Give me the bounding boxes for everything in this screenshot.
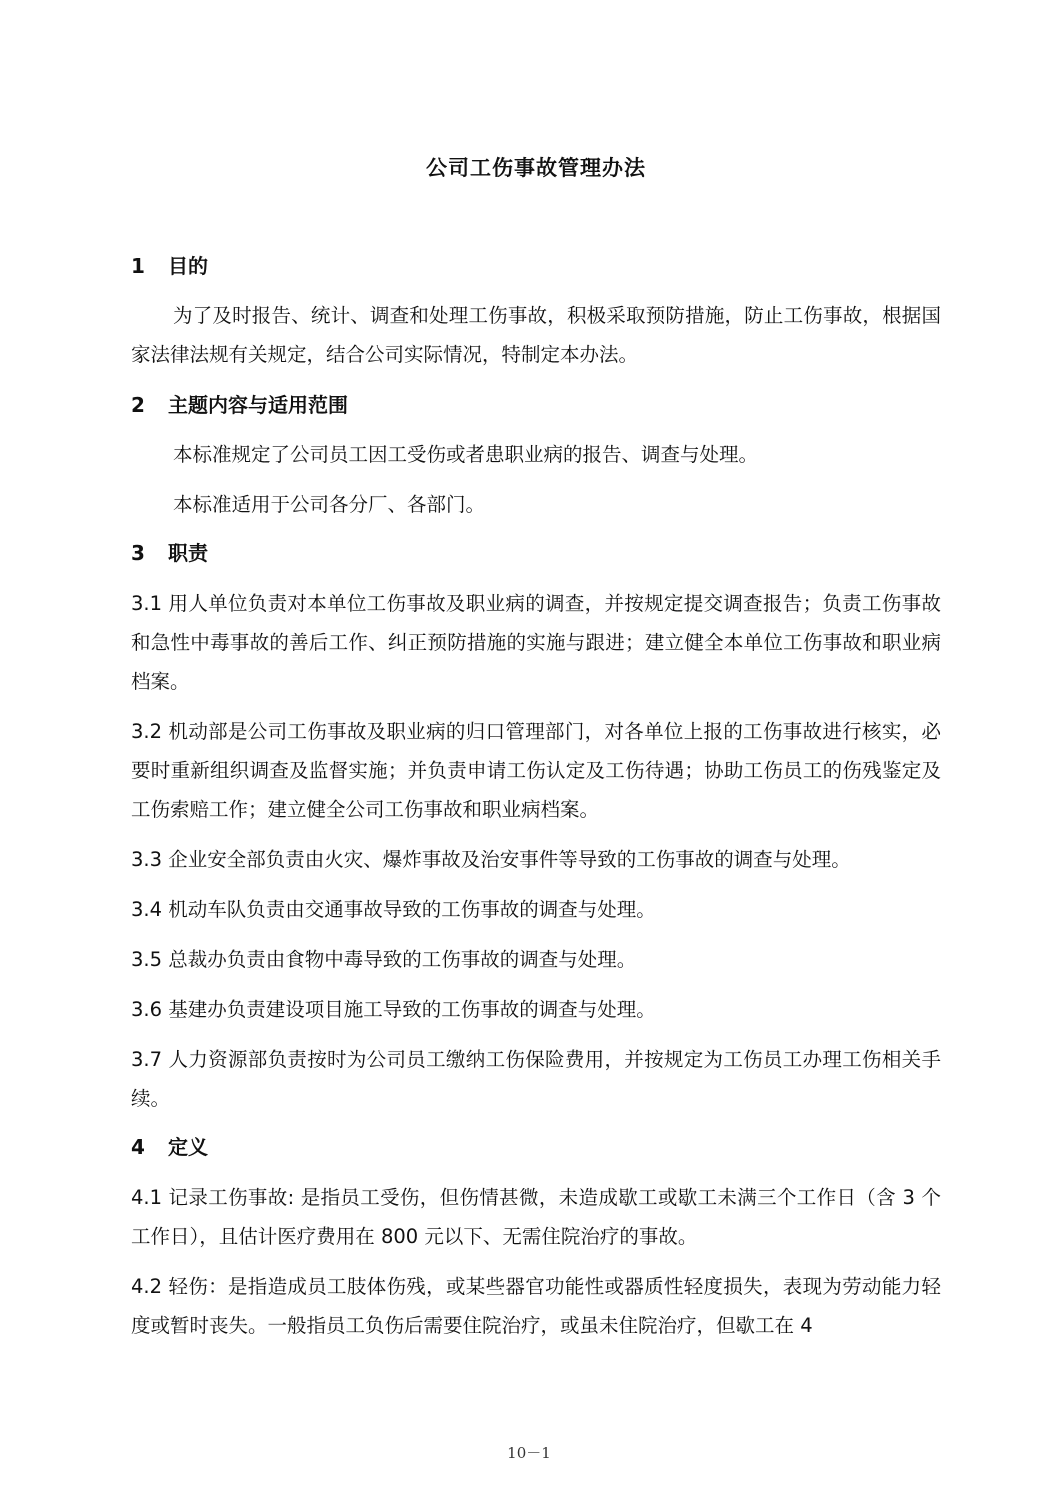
paragraph: 为了及时报告、统计、调查和处理工伤事故，积极采取预防措施，防止工伤事故，根据国家法律法规有关规定，结合公司实际情况，特制定本办法。	[131, 304, 941, 366]
section-title: 主题内容与适用范围	[168, 393, 348, 417]
section-heading-1	[131, 252, 941, 280]
section-title: 定义	[168, 1135, 208, 1159]
section-title: 职责	[168, 541, 208, 565]
paragraph: 3.6 基建办负责建设项目施工导致的工伤事故的调查与处理。	[131, 998, 656, 1021]
document-title: 公司工伤事故管理办法	[426, 156, 646, 180]
paragraph: 3.2 机动部是公司工伤事故及职业病的归口管理部门，对各单位上报的工伤事故进行核实，必要时重新组织调查及监督实施；并负责申请工伤认定及工伤待遇；协助工伤员工的伤残鉴定及工伤索赔工作；建立健全公司工伤事故和职业病档案。	[131, 720, 941, 821]
paragraph: 3.3 企业安全部负责由火灾、爆炸事故及治安事件等导致的工伤事故的调查与处理。	[131, 848, 851, 871]
section-heading-4	[131, 1133, 941, 1161]
paragraph: 4.2 轻伤：是指造成员工肢体伤残，或某些器官功能性或器质性轻度损失，表现为劳动能力轻度或暂时丧失。一般指员工负伤后需要住院治疗，或虽未住院治疗，但歇工在 4	[131, 1275, 941, 1337]
paragraph: 3.1 用人单位负责对本单位工伤事故及职业病的调查，并按规定提交调查报告；负责工伤事故和急性中毒事故的善后工作、纠正预防措施的实施与跟进；建立健全本单位工伤事故和职业病档案。	[131, 592, 941, 693]
section-heading-3	[131, 539, 941, 567]
section-number: 3	[131, 541, 145, 565]
page-number: 10－1	[507, 1444, 551, 1462]
paragraph: 本标准规定了公司员工因工受伤或者患职业病的报告、调查与处理。	[173, 443, 759, 466]
paragraph: 4.1 记录工伤事故: 是指员工受伤，但伤情甚微，未造成歇工或歇工未满三个工作日（含 3 个工作日），且估计医疗费用在 800 元以下、无需住院治疗的事故。	[131, 1186, 941, 1248]
section-number: 1	[131, 254, 145, 278]
paragraph: 3.5 总裁办负责由食物中毒导致的工伤事故的调查与处理。	[131, 948, 637, 971]
section-number: 4	[131, 1135, 145, 1159]
document-page	[131, 0, 941, 1497]
paragraph: 3.7 人力资源部负责按时为公司员工缴纳工伤保险费用，并按规定为工伤员工办理工伤相关手续。	[131, 1048, 941, 1110]
section-heading-2	[131, 391, 941, 419]
paragraph: 3.4 机动车队负责由交通事故导致的工伤事故的调查与处理。	[131, 898, 656, 921]
section-title: 目的	[168, 254, 208, 278]
paragraph: 本标准适用于公司各分厂、各部门。	[173, 493, 486, 516]
section-number: 2	[131, 393, 145, 417]
